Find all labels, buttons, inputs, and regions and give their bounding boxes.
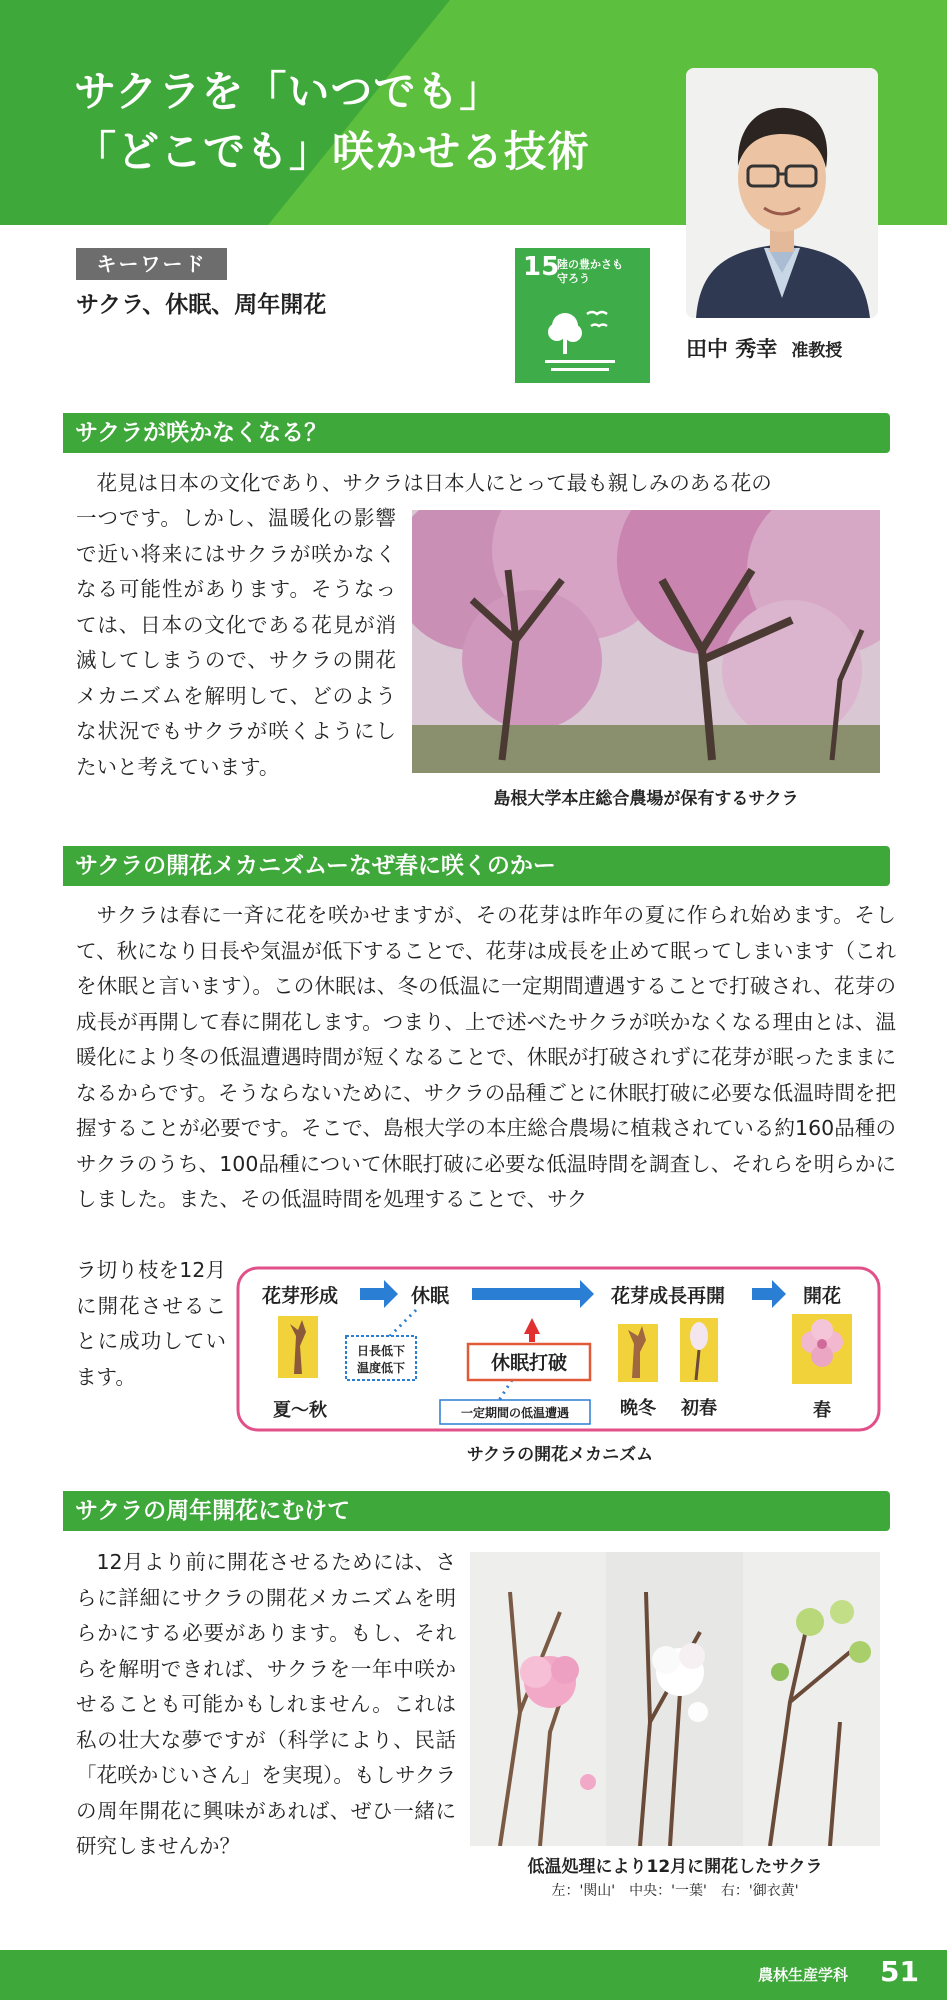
- stage-regrowth: 花芽成長再開: [610, 1285, 726, 1307]
- trigger-line-2: 温度低下: [356, 1361, 406, 1375]
- section-heading-2: サクラの開花メカニズムーなぜ春に咲くのかー: [63, 846, 890, 886]
- author-name: 田中 秀幸: [686, 337, 778, 361]
- sdg-label: [557, 258, 623, 286]
- cut-branches-photo: [470, 1552, 880, 1846]
- keyword-tag: キーワード: [76, 248, 227, 280]
- tree-bird-icon: [545, 302, 621, 374]
- season-early-spring: 初春: [681, 1398, 717, 1419]
- author-info: [686, 333, 886, 363]
- author-portrait: [686, 68, 878, 318]
- photo-caption-3: 低温処理により12月に開花したサクラ: [527, 1857, 823, 1877]
- season-summer-autumn: 夏～秋: [273, 1400, 327, 1421]
- section-heading-1: サクラが咲かなくなる？: [63, 413, 890, 453]
- flowering-mechanism-diagram: [236, 1266, 881, 1432]
- page-title: [74, 62, 590, 182]
- stage-bloom: 開花: [802, 1285, 842, 1307]
- section-heading-3: サクラの周年開花にむけて: [63, 1491, 890, 1531]
- page-number: 51: [880, 1955, 919, 1988]
- photo-subcaption-3: 左：'関山' 中央：'一葉' 右：'御衣黄': [551, 1883, 799, 1899]
- sdg-label-line-1: 陸の豊かさも: [557, 258, 623, 271]
- dormancy-break-label: 休眠打破: [490, 1352, 568, 1374]
- title-line-1: サクラを「いつでも」: [74, 67, 503, 116]
- author-role: 准教授: [791, 341, 843, 361]
- section-2-text-wrap: ラ切り枝を12月に開花させることに成功しています。: [76, 1258, 226, 1389]
- section-1-text: 一つです。しかし、温暖化の影響で近い将来にはサクラが咲かなくなる可能性があります。そうなっては、日本の文化である花見が消滅してしまうので、サクラの開花メカニズムを解明して、どのような状況でもサクラが咲くようにしたいと考えています。: [76, 506, 396, 779]
- footer-bar: [0, 1950, 947, 2000]
- diagram-caption: サクラの開花メカニズム: [466, 1445, 654, 1465]
- season-spring: 春: [813, 1400, 831, 1421]
- photo-caption-1: 島根大学本庄総合農場が保有するサクラ: [493, 789, 799, 809]
- section-2-text: サクラは春に一斉に花を咲かせますが、その花芽は昨年の夏に作られ始めます。そして、秋になり日長や気温が低下することで、花芽は成長を止めて眠ってしまいます（これを休眠と言います）。この休眠は、冬の低温に一定期間遭遇することで打破され、花芽の成長が再開して春に開花します。つまり、上で述べたサクラが咲かなくなる理由とは、温暖化により冬の低温遭遇時間が短くなることで、休眠が打破されずに花芽が眠ったままになるからです。そうならないために、サクラの品種ごとに休眠打破に必要な低温時間を把握することが必要です。そこで、島根大学の本庄総合農場に植栽されている約160品種のサクラのうち、100品種について休眠打破に必要な低温時間を調査し、それらを明らかにしました。また、その低温時間を処理することで、サク: [76, 903, 896, 1211]
- sdg-number: 15: [523, 252, 560, 282]
- section-1-text-line: 花見は日本の文化であり、サクラは日本人にとって最も親しみのある花の: [96, 471, 772, 495]
- chilling-label: 一定期間の低温遭遇: [460, 1406, 570, 1420]
- stage-bud-formation: 花芽形成: [261, 1285, 339, 1307]
- trigger-line-1: 日長低下: [356, 1344, 406, 1358]
- section-3-text: 12月より前に開花させるためには、さらに詳細にサクラの開花メカニズムを明らかにする必要があります。もし、それらを解明できれば、サクラを一年中咲かせることも可能かもしれません。これは私の壮大な夢ですが（科学により、民話「花咲かじいさん」を実現）。もしサクラの周年開花に興味があれば、ぜひ一緒に研究しませんか？: [76, 1550, 456, 1858]
- stage-dormancy: 休眠: [410, 1285, 450, 1307]
- keyword-text: サクラ、休眠、周年開花: [76, 292, 327, 318]
- sdg-15-badge: [515, 248, 650, 383]
- cherry-trees-photo: [412, 510, 880, 773]
- season-late-winter: 晩冬: [620, 1398, 656, 1419]
- sdg-label-line-2: 守ろう: [557, 272, 590, 285]
- title-line-2: 「どこでも」咲かせる技術: [74, 127, 591, 176]
- footer-department: 農林生産学科: [758, 1966, 849, 1984]
